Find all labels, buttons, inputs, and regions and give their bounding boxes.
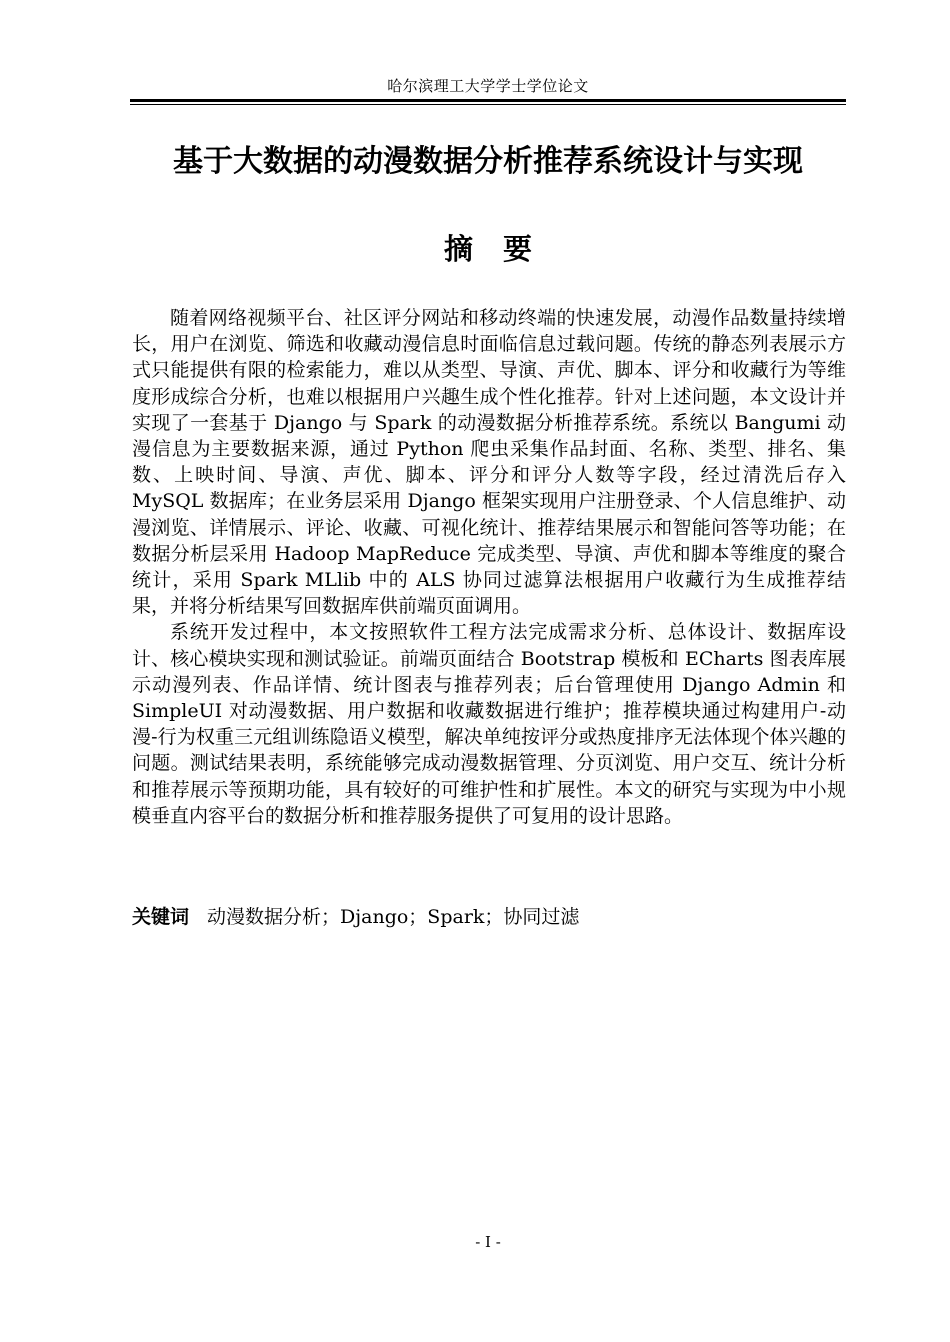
running-header: 哈尔滨理工大学学士学位论文 — [387, 77, 589, 95]
abstract-heading-char-2: 要 — [503, 232, 533, 266]
abstract-heading — [130, 228, 846, 270]
abstract-heading-char-1: 摘 — [443, 232, 473, 266]
keywords-value: 动漫数据分析；Django；Spark；协同过滤 — [207, 906, 580, 928]
header-rule-thick — [130, 99, 846, 102]
abstract-paragraph-1: 随着网络视频平台、社区评分网站和移动终端的快速发展，动漫作品数量持续增长，用户在浏览、筛选和收藏动漫信息时面临信息过载问题。传统的静态列表展示方式只能提供有限的检索能力，难以从类型、导演、声优、脚本、评分和收藏行为等维度形成综合分析，也难以根据用户兴趣生成个性化推荐。针对上述问题，本文设计并实现了一套基于 Django 与 Spark 的动漫数据分析推荐系统。系统以 Bangumi 动漫信息为主要数据来源，通过 Python 爬虫采集作品封面、名称、类型、排名、集数、上映时间、导演、声优、脚本、评分和评分人数等字段，经过清洗后存入 MySQL 数据库；在业务层采用 Django 框架实现用户注册登录、个人信息维护、动漫浏览、详情展示、评论、收藏、可视化统计、推荐结果展示和智能问答等功能；在数据分析层采用 Hadoop MapReduce 完成类型、导演、声优和脚本等维度的聚合统计，采用 Spark MLlib 中的 ALS 协同过滤算法根据用户收藏行为生成推荐结果，并将分析结果写回数据库供前端页面调用。 — [132, 307, 846, 618]
abstract-body — [132, 305, 846, 829]
header-rule-thin — [130, 104, 846, 105]
abstract-paragraph-2: 系统开发过程中，本文按照软件工程方法完成需求分析、总体设计、数据库设计、核心模块实现和测试验证。前端页面结合 Bootstrap 模板和 ECharts 图表库展示动漫列表、作品详情、统计图表与推荐列表；后台管理使用 Django Admin 和 SimpleUI 对动漫数据、用户数据和收藏数据进行维护；推荐模块通过构建用户-动漫-行为权重三元组训练隐语义模型，解决单纯按评分或热度排序无法体现个体兴趣的问题。测试结果表明，系统能够完成动漫数据管理、分页浏览、用户交互、统计分析和推荐展示等预期功能，具有较好的可维护性和扩展性。本文的研究与实现为中小规模垂直内容平台的数据分析和推荐服务提供了可复用的设计思路。 — [132, 621, 846, 827]
keywords-label: 关键词 — [132, 906, 190, 928]
keywords-line — [132, 903, 846, 931]
page-number: - I - — [475, 1233, 501, 1251]
thesis-title: 基于大数据的动漫数据分析推荐系统设计与实现 — [173, 144, 803, 179]
